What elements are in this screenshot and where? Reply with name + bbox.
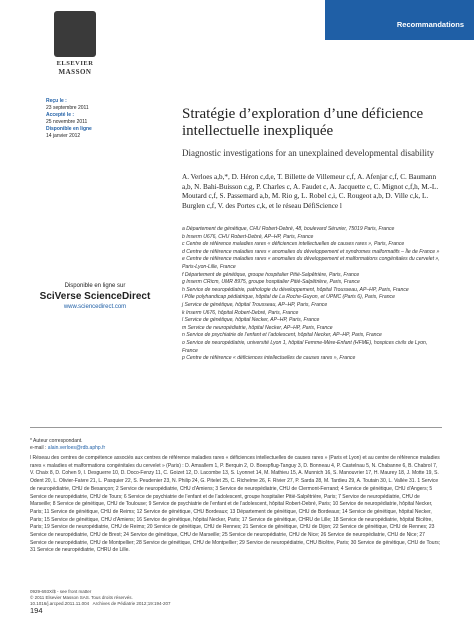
email-link[interactable]: alain.verloes@rdb.aphp.fr [47,445,106,451]
correspondence-label: * Auteur correspondant. [30,438,83,444]
article-dates [46,98,156,140]
available-online-label: Disponible en ligne sur [64,283,126,289]
affiliation: j Service de génétique, hôpital Trousseau, AP–HP, Paris, France [182,301,328,308]
footer-journal: Archives de Pédiatrie 2012;19:194-207 [92,601,171,606]
divider [30,427,442,428]
sciencedirect-box [30,283,160,310]
footer-info [30,589,230,607]
online-date: 14 janvier 2012 [46,133,81,139]
affiliation: p Centre de référence « déficiences intellectuelles de causes rares », France [182,355,356,362]
logo-text-masson: MASSON [58,68,92,76]
affiliation: d Centre de référence maladies rares « anomalies du développement et syndromes malformatifs – Île de France » [182,248,440,255]
email-label: e-mail : [30,445,47,451]
correspondence [30,438,230,452]
publisher-logo [48,11,102,77]
affiliation: k Inserm U676, hôpital Robert-Debré, Paris, France [182,309,299,316]
affiliation: g Inserm CRicm, UMR 8975, groupe hospitalier Pitié-Salpêtrière, Paris, France [182,279,360,286]
logo-text-elsevier: ELSEVIER [56,60,94,67]
article-subtitle: Diagnostic investigations for an unexplained developmental disability [182,148,434,158]
article-title: Stratégie d’exploration d’une déficience intellectuelle inexpliquée [182,106,424,139]
page-number: 194 [30,606,43,615]
footer-doi-line [30,601,230,607]
tree-icon [54,11,96,57]
affiliation: l Service de génétique, hôpital Necker, AP–HP, Paris, France [182,317,320,324]
accepted-date: 25 novembre 2011 [46,119,88,125]
received-date: 23 septembre 2011 [46,105,89,111]
correspondence-email-line [30,445,230,452]
affiliation: i Pôle polyhandicap pédiatrique, hôpital de La Roche-Guyon, et UPMC (Paris 6), Paris, France [182,294,395,301]
network-footnote: l Réseau des centres de compétence associés aux centres de référence maladies rares « déficiences intellectuelles de causes rares » (Paris et Lyon) et au centre de référence maladies rares « maladies et malformations congénitales du cervelet » (Paris) : D. Amsallem 1, P. Berquin 2, O. Boespflug-Tanguy 3, D. Bonneau 4, P. Castelnau 5, N. Chabanne 6, B. Chabrol 7, V. Chaix 8, D. Cohen 9, I. Desguerre 10, D. Doco-Fenzy 11, C. Goizet 12, D. Lacombe 13, S. Lyonnet 14, M. Mathieu 15, A. Munnich 16, S. Manouvrier 17, H. Maurey 18, J. Motte 19, S. Odent 20, L. Olivier-Faivre 21, L. Pasquier 22, S. Peudenier 23, N. Philip 24, G. Pitelet 25, C. Richelme 26, F. Rivier 27, P. Sarda 28, M. Tardieu 29, A. Toutain 30, L. Vallée 31. 1 Service de neuropédiatrie, CHU de Besançon; 2 Service de neuropédiatrie, CHU d’Amiens; 3 Service de neuropédiatrie, CHU de Clermont-Ferrand; 4 Service de génétique, CHU d’Angers; 5 Service de neuropédiatrie, CHU de Tours; 6 Service de psychiatrie de l’enfant et de l’adolescent, groupe hospitalier Pitié-Salpêtrière, Paris; 7 Service de neuropédiatrie, CHU de Marseille; 8 Service de génétique, CHU de Toulouse; 9 Service de psychiatrie de l’enfant et de l’adolescent, hôpital Robert-Debré, Paris; 10 Service de neuropédiatrie, hôpital Necker, Paris; 11 Service de génétique, CHU de Reims; 12 Service de génétique, CHU Bordeaux; 13 Département de génétique, CHU de Bordeaux; 14 Service de génétique, hôpital Necker, Paris; 15 Service de génétique, CHU d’Amiens; 16 Service de génétique, hôpital Necker, Paris; 17 Service de génétique, CHRU de Lille; 18 Service de neuropédiatrie, hôpital Bicêtre, Paris; 19 Service de neuropédiatrie, CHU de Reims; 20 Service de génétique, CHU de Rennes; 21 Service de génétique, CHU de Dijon; 22 Service de génétique, CHU de Rennes; 23 Service de neuropédiatrie, CHU de Brest; 24 Service de génétique, CHU de Marseille; 25 Service de neuropédiatrie, CHU de Nice; 26 Service de neuropédiatrie, CHU de Nice; 27 Service de neuropédiatrie, CHU de Montpellier; 28 Service de génétique, CHU de Montpellier; 29 Service de neuropédiatrie, CHU Bicêtre, Paris; 30 Service de génétique, CHU de Tours; 31 Service de neuropédiatrie, CHRU de Lille. [30,455,441,554]
affiliation: f Département de génétique, groupe hospitalier Pitié-Salpêtrière, Paris, France [182,271,360,278]
affiliation: b Inserm U676, CHU Robert-Debré, AP–HP, Paris, France [182,233,314,240]
sciencedirect-logo: SciVerse ScienceDirect [39,291,151,302]
affiliation: n Service de psychiatrie de l’enfant et l’adolescent, hôpital Necker, AP–HP, Paris, France [182,332,382,339]
affiliation: a Département de génétique, CHU Robert-Debré, 48, boulevard Sérurier, 75019 Paris, France [182,226,395,232]
online-label: Disponible en ligne [46,126,92,132]
received-label: Reçu le : [46,98,67,104]
accepted-label: Accepté le : [46,112,75,118]
affiliation-list [182,226,444,363]
section-banner [325,0,474,40]
author-list: A. Verloes a,b,*, D. Héron c,d,e, T. Billette de Villemeur c,f, A. Afenjar c,f, C. Baumann a,b, N. Bahi-Buisson c,g, P. Charles c, A. Faudet c, A. Jacquette c, C. Mignot c,f,h, M.-L. Moutard c,f, S. Passemard a,b, M. Rio g, L. Robel c,i, C. Rougeot a,b, D. Ville c,k, L. Burglen c,f, V. des Portes c,k, et le réseau DéfiScience l [182,173,439,210]
affiliation: e Centre de référence maladies rares « anomalies du développement et malformations congénitales du cervelet », Paris-Lyon-Lille, France [182,256,440,270]
footer-copyright: © 2011 Elsevier Masson SAS. Tous droits réservés. [30,595,133,600]
sciencedirect-link[interactable]: www.sciencedirect.com [63,304,127,310]
affiliation: m Service de neuropédiatrie, hôpital Necker, AP–HP, Paris, France [182,324,333,331]
affiliation: c Centre de référence maladies rares « déficiences intellectuelles de causes rares », Paris, France [182,241,405,248]
affiliation: h Service de neuropédiatrie, pathologie du développement, hôpital Trousseau, AP–HP, Paris, France [182,286,409,293]
affiliation: o Service de neuropédiatrie, université Lyon 1, hôpital Femme-Mère-Enfant (HFME), hospices civils de Lyon, France [182,339,428,354]
section-label: Recommandations [396,20,464,29]
footer-issn: 0929-693X/$ - see front matter [30,589,92,594]
footer-doi: 10.1016/j.arcped.2011.11.004 [30,601,90,606]
